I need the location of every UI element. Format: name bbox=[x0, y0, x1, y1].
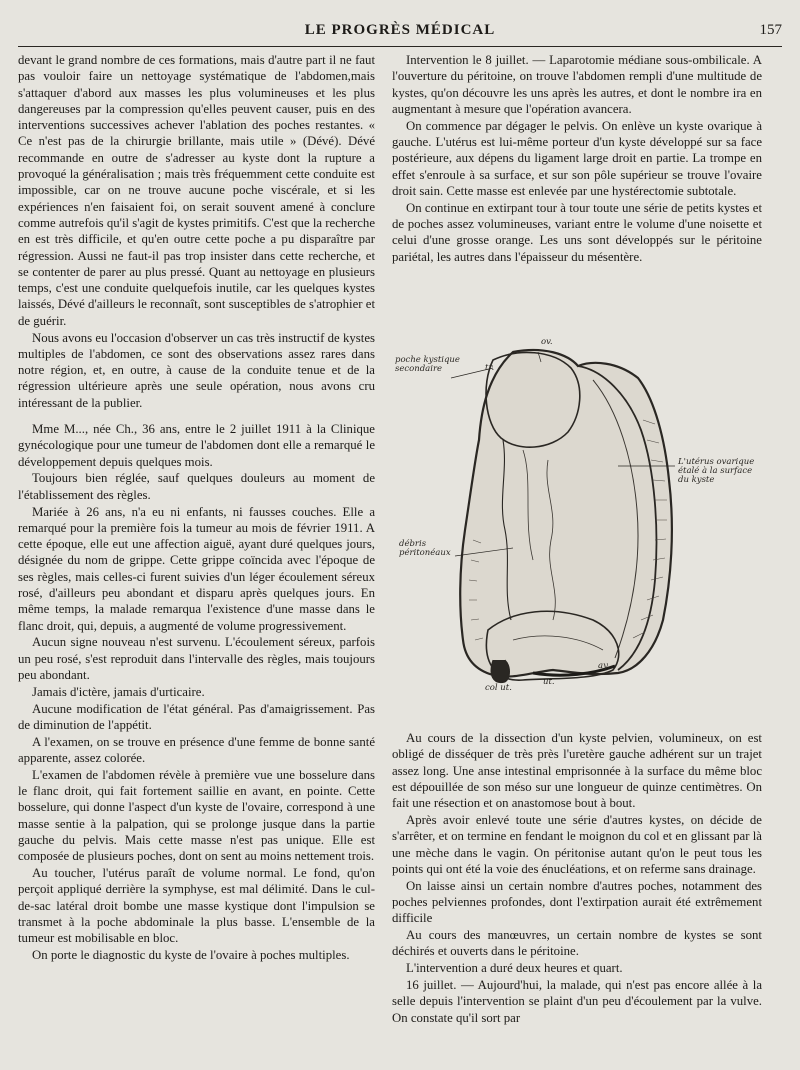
paragraph: A l'examen, on se trouve en présence d'une femme de bonne santé apparente, assez colorée. bbox=[18, 734, 375, 765]
right-column-top bbox=[392, 52, 762, 265]
left-column bbox=[18, 52, 375, 964]
journal-title: LE PROGRÈS MÉDICAL bbox=[304, 22, 496, 38]
label-secondary-pouch: poche kystique secondaire bbox=[395, 355, 460, 374]
paragraph: Mariée à 26 ans, n'a eu ni enfants, ni fausses couches. Elle a remarqué pour la première fois la tumeur au mois de février 1911. A cette époque, elle eut une affection aiguë, ayant duré quelques jours, désignée du nom de grippe. Cette grippe coïncida avec l'époque de ses règles, mais celles-ci furent suivies d'un léger écoulement séreux rosé, d'ailleurs peu abondant et disparu après quelques jours. En même temps, la malade remarqua l'existence d'une masse dans le flanc droit, qui, depuis, a augmenté de volume progressivement. bbox=[18, 504, 375, 633]
paragraph: Aucun signe nouveau n'est survenu. L'écoulement séreux, parfois un peu rosé, s'est reproduit dans l'intervalle des règles, mais toujours peu abondant. bbox=[18, 635, 375, 682]
page-header bbox=[18, 12, 782, 47]
paragraph: Après avoir enlevé toute une série d'autres kystes, on décide de s'arrêter, et on termine en fendant le moignon du col et en glissant par là une mèche dans le vagin. On péritonise autant qu'on le peut tous les points qui ont été la voie des énucléations, et on referme sans drainage. bbox=[392, 812, 762, 876]
paragraph: Mme M..., née Ch., 36 ans, entre le 2 juillet 1911 à la Clinique gynécologique pour une tumeur de l'abdomen dont elle a remarqué le développement depuis quelques mois. bbox=[18, 422, 375, 469]
paragraph: L'intervention a duré deux heures et quart. bbox=[406, 961, 623, 976]
cervix-stump bbox=[491, 660, 509, 683]
label-spread-ovary: L'utérus ovarique étalé à la surface du kyste bbox=[678, 457, 755, 485]
paragraph: Au cours des manœuvres, un certain nombre de kystes se sont déchirés et ouverts dans le péritoine. bbox=[392, 928, 762, 959]
paragraph: Intervention le 8 juillet. — Laparotomie médiane sous-ombilicale. A l'ouverture du péritoine, on trouve l'abdomen rempli d'une multitude de kystes, qu'on découvre les uns après les autres, et dont le nombre ira en augmentant à mesure que l'opération avancera. bbox=[392, 53, 762, 116]
paragraph: Toujours bien réglée, sauf quelques douleurs au moment de l'établissement des règles. bbox=[18, 471, 375, 502]
right-column-bottom bbox=[392, 730, 762, 1026]
paragraph: On porte le diagnostic du kyste de l'ovaire à poches multiples. bbox=[32, 948, 350, 963]
paragraph: Aucune modification de l'état général. Pas d'amaigrissement. Pas de diminution de l'appétit. bbox=[18, 701, 375, 732]
paragraph: devant le grand nombre de ces formations, mais d'autre part il ne faut pas vouloir faire un nettoyage systématique de l'abdomen,mais s'attaquer d'abord aux masses les plus volumineuses et les plus dangereuses par la compression qu'elles peuvent causer, puis en des interventions successives achever l'ablation des poches restantes. « Ce n'est pas de la chirurgie brillante, mais utile » (Dévé). Dévé recommande en outre de s'adresser au kyste dont la rupture a provoqué la généralisation ; mais très fréquemment cette conduite est impossible, car on ne trouve aucune poche viscérale, et si les expériences n'en faisaient foi, on serait souvent amené à conclure comme autrefois qu'il s'agit de kystes primitifs. C'est que la recherche en est très difficile, et qu'en outre cette poche a pu disparaître par régression. Aussi ne faut-il pas trop insister dans cette recherche, et se contenter de parer au plus pressé. Quant au nettoyage en plusieurs temps, c'est une conduite quelquefois inutile, car les quelques kystes laissés, Dévé d'ailleurs le reconnaît, sont susceptibles de s'atrophier et de guérir. bbox=[18, 53, 375, 328]
cyst-drawing bbox=[393, 337, 765, 725]
paragraph: 16 juillet. — Aujourd'hui, la malade, qui n'est pas encore allée à la selle depuis l'intervention se plaint d'un peu d'écoulement par la vulve. On constate qu'il sort par bbox=[392, 977, 762, 1025]
paragraph: Jamais d'ictère, jamais d'urticaire. bbox=[32, 684, 205, 699]
paragraph: On laisse ainsi un certain nombre d'autres poches, notamment des poches pelviennes profondes, dont l'extirpation aurait été extrêmement difficile bbox=[392, 878, 762, 926]
label-col-ut: col ut. bbox=[485, 683, 512, 693]
page-number: 157 bbox=[759, 22, 782, 38]
label-ay: ay. bbox=[598, 661, 610, 671]
anatomical-illustration bbox=[393, 337, 765, 725]
paragraph: On commence par dégager le pelvis. On enlève un kyste ovarique à gauche. L'utérus est lui-même porteur d'un kyste développé sur sa face postérieure, aux dépens du ligament large droit en partie. La trompe en effet s'enroule à sa surface, et sur son pôle supérieur se trouve l'ovaire droit sain. Cette masse est enlevée par une hystérectomie subtotale. bbox=[392, 118, 762, 198]
label-ovary: ov. bbox=[541, 337, 553, 347]
paragraph: Nous avons eu l'occasion d'observer un cas très instructif de kystes multiples de l'abdomen, ce sont des observations assez rares dans notre région, et, en outre, à cause de la conduite tenue et de la régression ultérieure après une seule opération, nous avons cru intéressant de la publier. bbox=[18, 330, 375, 410]
paragraph: Au cours de la dissection d'un kyste pelvien, volumineux, on est obligé de disséquer de très près l'uretère gauche adhérent sur un trajet assez long. Une anse intestinal emprisonnée à la surface du même bloc est dépouillée de son méso sur une longueur de quinze centimètres. On fait une résection et on anastomose bout à bout. bbox=[392, 731, 762, 811]
label-tr: tr. bbox=[485, 363, 495, 373]
paragraph: On continue en extirpant tour à tour toute une série de petits kystes et de poches assez volumineuses, variant entre le volume d'une noisette et celui d'une grosse orange. Les uns sont développés sur le péritoine pariétal, les autres dans l'épaisseur du mésentère. bbox=[392, 200, 762, 264]
paragraph: Au toucher, l'utérus paraît de volume normal. Le fond, qu'on perçoit appliqué derrière la symphyse, est mal délimité. Dans le cul-de-sac latéral droit bombe une masse kystique dont l'impulsion se transmet à la poche abdominale la plus basse. L'ensemble de la tumeur est mobilisable en bloc. bbox=[18, 866, 375, 946]
label-ut: ut. bbox=[543, 677, 555, 687]
paragraph: L'examen de l'abdomen révèle à première vue une bosselure dans le flanc droit, qui fait fortement saillie en avant, en pointe. Cette bosselure, qui donne l'aspect d'un kyste de l'ovaire, correspond à une masse sentie à la palpation, qui se prolonge jusque dans la partie gauche du pelvis. Mais cette masse n'est pas unique. Elle est composée de plusieurs poches, dont on sent au moins nettement trois. bbox=[18, 767, 375, 864]
label-peritoneal-debris: débris péritonéaux bbox=[399, 539, 451, 558]
